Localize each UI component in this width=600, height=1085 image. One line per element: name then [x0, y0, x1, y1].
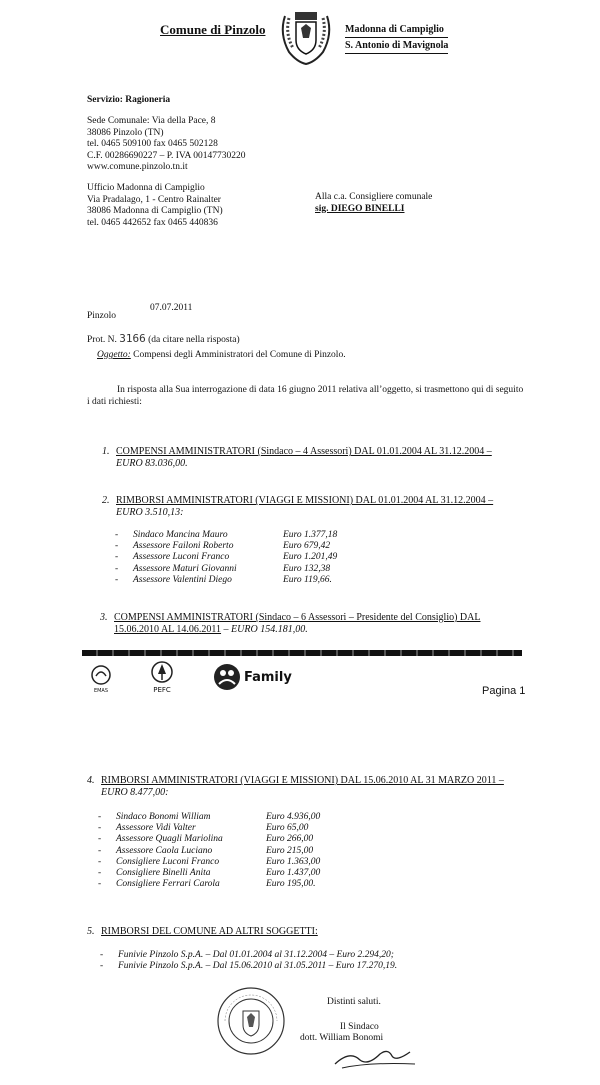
letter-place: Pinzolo	[87, 311, 117, 321]
payee-amount: Euro 119,66.	[283, 574, 332, 585]
list-item	[102, 446, 532, 470]
municipality-title: Comune di Pinzolo	[160, 22, 266, 37]
payee-amount: Euro 132,38	[283, 563, 331, 574]
item-period: 15.06.2010 AL 14.06.2011	[114, 624, 222, 635]
emas-logo	[86, 664, 116, 694]
protocol-number: 3166	[119, 332, 146, 345]
payee-name: Consigliere Luconi Franco	[116, 856, 220, 867]
payee-amount: Euro 679,42	[283, 541, 331, 552]
payee-row: - Sindaco Bonomi William Euro 4.936,00	[98, 812, 346, 823]
hq-line: Sede Comunale: Via della Pace, 8	[87, 116, 216, 126]
payee-name: Sindaco Bonomi William	[116, 812, 211, 822]
subject	[97, 350, 346, 362]
other-payment-text: Funivie Pinzolo S.p.A. – Dal 01.01.2004 al 31.12.2004 – Euro 2.294,20;	[118, 950, 394, 960]
payee-amount: Euro 1.437,00	[266, 868, 321, 879]
payee-name: Sindaco Mancina Mauro	[133, 530, 228, 540]
item-total: EURO 3.510,13:	[116, 507, 184, 518]
service-label: Servizio: Ragioneria	[87, 95, 171, 105]
hq-address	[87, 116, 245, 174]
item-heading: COMPENSI AMMINISTRATORI (Sindaco – 4 Assessori) DAL 01.01.2004 AL 31.12.2004 –	[116, 446, 492, 457]
page-number: Pagina 1	[482, 685, 526, 697]
payee-name: Assessore Luconi Franco	[133, 552, 230, 563]
payee-row: - Assessore Caola Luciano Euro 215,00	[98, 846, 346, 857]
other-payments	[100, 950, 397, 972]
list-item	[100, 612, 530, 636]
other-payment-text: Funivie Pinzolo S.p.A. – Dal 15.06.2010 al 31.05.2011 – Euro 17.270,19.	[118, 961, 398, 972]
family-icon	[212, 662, 242, 692]
payee-name: Assessore Vidi Valter	[116, 823, 196, 834]
signer-title: Il Sindaco	[340, 1022, 379, 1032]
payee-row: - Consigliere Luconi Franco Euro 1.363,00	[98, 857, 346, 868]
list-item	[87, 926, 527, 938]
payee-name: Consigliere Binelli Anita	[116, 868, 211, 879]
recipient-name: sig. DIEGO BINELLI	[315, 203, 405, 214]
payee-row: - Assessore Failoni Roberto Euro 679,42	[115, 541, 363, 552]
payee-amount: Euro 4.936,00	[266, 812, 321, 822]
payee-list	[115, 530, 363, 586]
family-label: Family	[244, 669, 292, 685]
branch-line: 38086 Madonna di Campiglio (TN)	[87, 206, 223, 216]
payee-amount: Euro 1.377,18	[283, 530, 338, 540]
payee-name: Assessore Valentini Diego	[133, 574, 232, 585]
pefc-logo	[146, 660, 178, 694]
branch-line: Ufficio Madonna di Campiglio	[87, 183, 205, 193]
protocol-note: (da citare nella risposta)	[148, 335, 240, 345]
payee-row: - Assessore Luconi Franco Euro 1.201,49	[115, 552, 363, 563]
letter-date: 07.07.2011	[150, 303, 193, 313]
pefc-label: PEFC	[153, 686, 171, 694]
payee-name: Assessore Maturi Giovanni	[133, 563, 237, 574]
municipal-crest-icon	[275, 4, 337, 66]
item-number: 3.	[100, 612, 108, 623]
closing-greeting: Distinti saluti.	[327, 997, 381, 1007]
payee-name: Assessore Caola Luciano	[116, 845, 213, 856]
payee-name: Consigliere Ferrari Carola	[116, 879, 220, 890]
payee-row: - Assessore Quagli Mariolina Euro 266,00	[98, 834, 346, 845]
hq-line: tel. 0465 509100 fax 0465 502128	[87, 139, 218, 149]
payee-amount: Euro 195,00.	[266, 879, 316, 890]
payee-amount: Euro 215,00	[266, 845, 314, 856]
payee-row: - Sindaco Mancina Mauro Euro 1.377,18	[115, 530, 363, 541]
payee-row: - Assessore Vidi Valter Euro 65,00	[98, 823, 346, 834]
other-payment-row: - Funivie Pinzolo S.p.A. – Dal 01.01.2004 al 31.12.2004 – Euro 2.294,20;	[100, 950, 394, 960]
branch-line: tel. 0465 442652 fax 0465 440836	[87, 217, 218, 228]
payee-row: - Consigliere Binelli Anita Euro 1.437,00	[98, 868, 346, 879]
item-heading: COMPENSI AMMINISTRATORI (Sindaco – 6 Assessori – Presidente del Consiglio) DAL	[114, 612, 481, 623]
other-payment-row: - Funivie Pinzolo S.p.A. – Dal 15.06.2010 al 31.05.2011 – Euro 17.270,19.	[100, 961, 398, 972]
payee-row: - Consigliere Ferrari Carola Euro 195,00.	[98, 879, 346, 890]
locality-2: S. Antonio di Mavignola	[345, 38, 448, 54]
pefc-icon	[149, 660, 175, 684]
payee-amount: Euro 1.201,49	[283, 552, 338, 563]
family-logo	[212, 662, 292, 692]
subject-text: Compensi degli Amministratori del Comune di Pinzolo.	[133, 350, 346, 360]
item-number: 5.	[87, 926, 95, 937]
list-item	[87, 775, 527, 799]
emas-label: EMAS	[93, 688, 109, 694]
hq-line: 38086 Pinzolo (TN)	[87, 127, 164, 138]
localities	[345, 22, 448, 54]
item-total: EURO 8.477,00:	[101, 787, 169, 798]
hq-line: www.comune.pinzolo.tn.it	[87, 162, 188, 172]
locality-1: Madonna di Campiglio	[345, 22, 448, 38]
municipal-seal-icon	[215, 985, 287, 1057]
branch-line: Via Pradalago, 1 - Centro Rainalter	[87, 194, 221, 205]
hq-line: C.F. 00286690227 – P. IVA 00147730220	[87, 150, 246, 161]
item-heading: RIMBORSI AMMINISTRATORI (VIAGGI E MISSIONI) DAL 15.06.2010 AL 31 MARZO 2011 –	[101, 775, 504, 786]
payee-name: Assessore Quagli Mariolina	[116, 834, 223, 845]
item-total: – EURO 154.181,00.	[221, 624, 308, 635]
signature-icon	[330, 1042, 420, 1072]
signer-name: dott. William Bonomi	[300, 1033, 384, 1043]
emas-icon	[90, 664, 112, 686]
payee-row: - Assessore Valentini Diego Euro 119,66.	[115, 575, 363, 586]
recipient-line-1: Alla c.a. Consigliere comunale	[315, 192, 433, 202]
item-number: 4.	[87, 775, 95, 786]
payee-row: - Assessore Maturi Giovanni Euro 132,38	[115, 564, 363, 575]
intro-paragraph: In risposta alla Sua interrogazione di data 16 giugno 2011 relativa all’oggetto, si trasmettono qui di seguito i dati richiesti:	[87, 385, 524, 407]
payee-name: Assessore Failoni Roberto	[133, 541, 234, 552]
subject-label: Oggetto:	[97, 350, 131, 360]
payee-list	[98, 812, 346, 890]
protocol	[87, 333, 240, 347]
payee-amount: Euro 65,00	[266, 823, 309, 834]
payee-amount: Euro 1.363,00	[266, 856, 321, 867]
recipient	[315, 192, 432, 215]
footer-rule	[82, 650, 522, 656]
item-number: 2.	[102, 495, 110, 506]
payee-amount: Euro 266,00	[266, 834, 314, 845]
item-heading: RIMBORSI AMMINISTRATORI (VIAGGI E MISSIONI) DAL 01.01.2004 AL 31.12.2004 –	[116, 495, 494, 506]
protocol-prefix: Prot. N.	[87, 335, 117, 345]
branch-address	[87, 183, 223, 229]
item-total: EURO 83.036,00.	[116, 458, 188, 469]
item-number: 1.	[102, 446, 110, 457]
list-item	[102, 495, 532, 519]
item-heading: RIMBORSI DEL COMUNE AD ALTRI SOGGETTI:	[101, 926, 318, 937]
